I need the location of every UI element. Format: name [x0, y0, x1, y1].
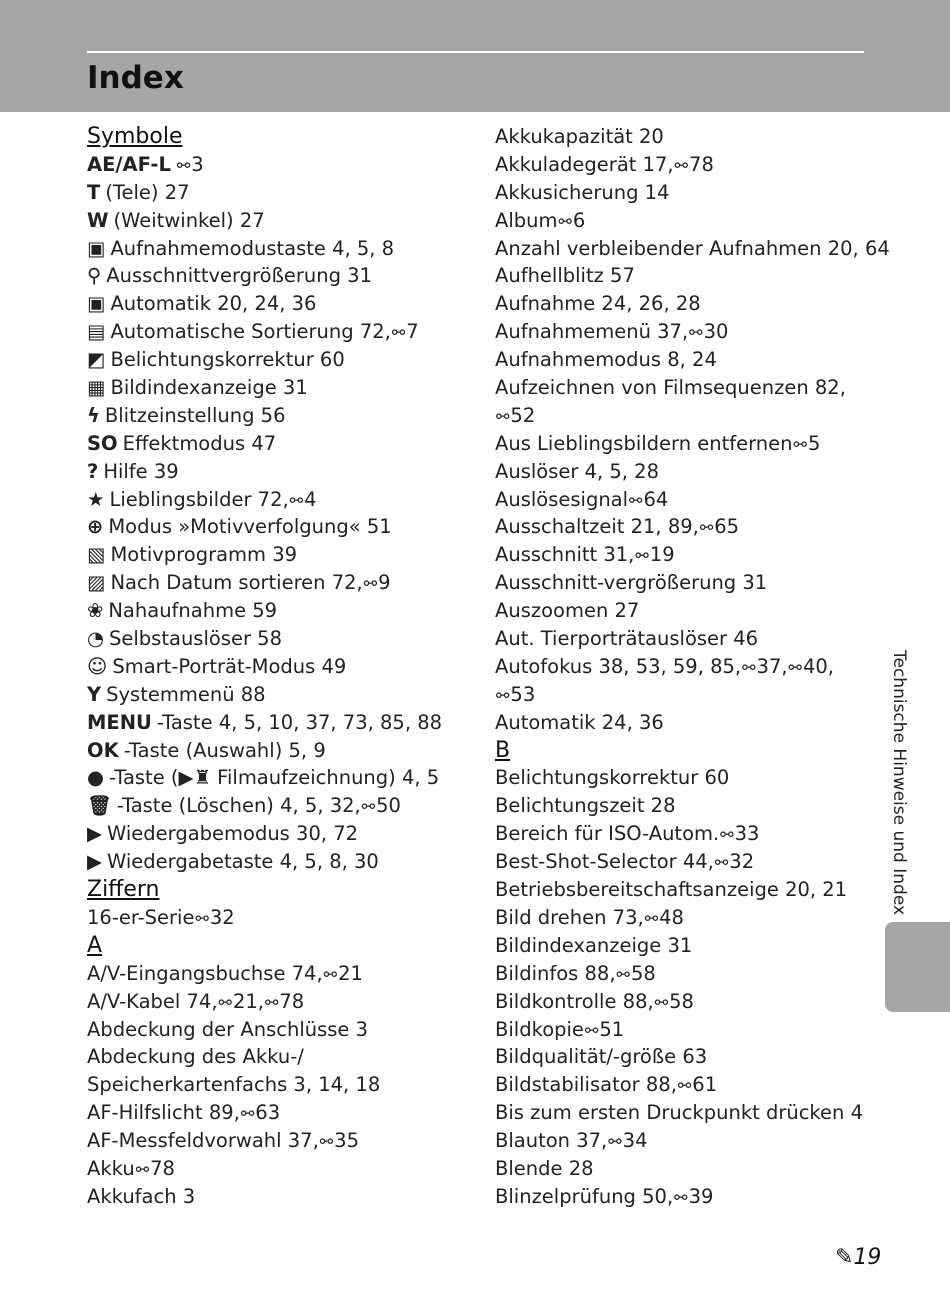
reference-icon: ⚯: [289, 490, 304, 510]
entry-text: -Taste (Auswahl) 5, 9: [123, 738, 326, 762]
index-entry: [495, 1016, 875, 1044]
entry-text: Akkukapazität 20: [495, 125, 664, 148]
entry-text: Anzahl verbleibender Aufnahmen 20, 64: [495, 236, 890, 260]
reference-page: 65: [714, 515, 740, 539]
reference-icon: ⚯: [176, 155, 191, 175]
entry-text: A/V-Eingangsbuchse 74,: [87, 961, 323, 985]
reference-icon: ⚯: [788, 657, 802, 677]
reference-page: 32: [729, 850, 755, 874]
entry-text: Lieblingsbilder 72,: [109, 487, 289, 511]
index-entry: [495, 402, 875, 430]
entry-text: -Taste 4, 5, 10, 37, 73, 85, 88: [156, 710, 443, 734]
index-entry: [87, 653, 467, 681]
page-title: Index: [87, 60, 184, 96]
entry-text: Automatische Sortierung 72,: [110, 320, 391, 344]
mode-icon: ▣: [87, 292, 106, 316]
entry-text: Belichtungskorrektur 60: [495, 766, 730, 790]
entry-text: Motivprogramm 39: [110, 543, 298, 567]
index-entry: [495, 486, 875, 514]
entry-text: Auslöser 4, 5, 28: [495, 459, 659, 483]
entry-text: Album: [495, 208, 558, 232]
entry-text: Modus »Motivverfolgung« 51: [108, 515, 392, 539]
index-entry: [495, 235, 890, 263]
entry-text: Bildkopie: [495, 1017, 584, 1041]
index-entry: [87, 290, 467, 318]
mode-icon: 🗑: [87, 794, 112, 818]
index-entry: [87, 960, 467, 988]
entry-text: Aufhellblitz 57: [495, 264, 635, 288]
entry-text: Bildstabilisator 88,: [495, 1073, 677, 1097]
reference-page: 58: [630, 961, 656, 985]
index-entry: [495, 346, 875, 374]
index-entry: [87, 513, 467, 541]
page-number: [835, 1245, 881, 1270]
index-section-heading: B: [495, 737, 511, 763]
mode-icon: OK: [87, 738, 119, 762]
mode-icon: T: [87, 180, 101, 204]
reference-icon: ⚯: [674, 1187, 688, 1207]
index-entry: [87, 625, 467, 653]
mode-icon: ◔: [87, 627, 105, 651]
reference-icon: ⚯: [240, 1104, 255, 1124]
reference-page: 53: [510, 682, 536, 706]
index-entry: [87, 597, 467, 625]
entry-text: Auslösesignal: [495, 487, 629, 511]
entry-text: Belichtungskorrektur 60: [110, 348, 345, 372]
entry-text: Bildindexanzeige 31: [495, 933, 693, 957]
reference-page: 78: [279, 989, 305, 1013]
index-entry: [87, 709, 467, 737]
entry-text: (Tele) 27: [105, 180, 190, 204]
reference-icon: ⚯: [699, 518, 714, 538]
index-entry: [87, 764, 467, 792]
entry-text: Ausschnittvergrößerung 31: [106, 264, 372, 288]
index-entry: [87, 848, 467, 876]
index-entry: [495, 653, 875, 681]
index-section-heading: A: [87, 932, 103, 958]
reference-icon: ⚯: [616, 964, 630, 984]
wrench-icon: ✎: [835, 1245, 854, 1270]
reference-icon: ⚯: [361, 797, 376, 817]
entry-text: Akkusicherung 14: [495, 180, 670, 204]
entry-text: -Taste (▶♜ Filmaufzeichnung) 4, 5: [109, 766, 440, 790]
reference-icon: ⚯: [654, 992, 669, 1012]
mode-icon: ϟ: [87, 403, 100, 427]
index-entry: [87, 318, 467, 346]
index-entry: [495, 290, 875, 318]
mode-icon: ?: [87, 459, 99, 483]
index-entry: [495, 1043, 875, 1071]
reference-icon: ⚯: [391, 323, 406, 343]
entry-text: Aufzeichnen von Filmsequenzen 82,: [495, 376, 846, 400]
entry-text: Auszoomen 27: [495, 599, 640, 623]
entry-text: Aufnahmemodustaste 4, 5, 8: [110, 236, 395, 260]
index-entry: [495, 1183, 875, 1211]
reference-icon: ⚯: [674, 155, 689, 175]
index-entry: [495, 709, 875, 737]
index-entry: [495, 1155, 875, 1183]
reference-icon: ⚯: [195, 908, 209, 928]
reference-icon: ⚯: [720, 825, 734, 845]
entry-text: Aufnahmemenü 37,: [495, 320, 689, 344]
index-entry: [87, 151, 467, 179]
index-entry: [495, 597, 875, 625]
reference-icon: ⚯: [135, 1159, 150, 1179]
mode-icon: W: [87, 208, 109, 232]
index-entry: [495, 792, 875, 820]
reference-icon: ⚯: [558, 211, 572, 231]
index-entry: [495, 960, 875, 988]
entry-text: Automatik 20, 24, 36: [110, 292, 317, 316]
entry-text: Bis zum ersten Druckpunkt drücken 4: [495, 1101, 863, 1125]
index-section-heading: Ziffern: [87, 877, 160, 903]
entry-text: Speicherkartenfachs 3, 14, 18: [87, 1073, 381, 1097]
reference-page: 63: [255, 1101, 281, 1125]
reference-icon: ⚯: [635, 546, 649, 566]
index-entry: [87, 207, 467, 235]
mode-icon: AE/AF-L: [87, 152, 171, 176]
entry-text: Selbstauslöser 58: [109, 627, 282, 651]
entry-text: Wiedergabemodus 30, 72: [107, 822, 359, 846]
entry-text: AF-Messfeldvorwahl 37,: [87, 1129, 319, 1153]
entry-text: Abdeckung der Anschlüsse 3: [87, 1017, 369, 1041]
index-entry: [87, 430, 467, 458]
index-entry: [495, 932, 875, 960]
index-section-heading: Symbole: [87, 124, 183, 149]
reference-page: 78: [689, 152, 714, 176]
reference-icon: ⚯: [323, 964, 338, 984]
index-column-right: [495, 123, 890, 1211]
index-entry: [495, 764, 875, 792]
index-entry: [87, 681, 467, 709]
index-entry: [495, 262, 875, 290]
entry-text: Systemmenü 88: [106, 682, 266, 706]
reference-page: 37,: [756, 654, 788, 678]
entry-text: Akkuladegerät 17,: [495, 152, 674, 176]
entry-text: Ausschnitt-vergrößerung 31: [495, 571, 768, 595]
page-header: [0, 0, 950, 112]
reference-icon: ⚯: [677, 1076, 692, 1096]
entry-text: Akkufach 3: [87, 1184, 196, 1208]
reference-page: 21,: [232, 989, 264, 1013]
index-entry: [495, 876, 875, 904]
index-entry: [87, 541, 467, 569]
index-entry: [87, 458, 467, 486]
mode-icon: ▧: [87, 543, 106, 567]
reference-page: 61: [692, 1073, 718, 1097]
mode-icon: ★: [87, 487, 105, 511]
reference-page: 51: [599, 1017, 625, 1041]
entry-text: Hilfe 39: [103, 459, 179, 483]
index-entry: [87, 486, 467, 514]
index-entry: [495, 820, 875, 848]
entry-text: Akku: [87, 1156, 135, 1180]
entry-text: Ausschnitt 31,: [495, 543, 635, 567]
index-column-left: [87, 123, 467, 1211]
index-entry: [87, 820, 467, 848]
entry-text: -Taste (Löschen) 4, 5, 32,: [116, 794, 361, 818]
mode-icon: ▣: [87, 236, 106, 260]
reference-page: 6: [572, 208, 586, 232]
reference-icon: ⚯: [793, 434, 807, 454]
index-entry: [495, 179, 875, 207]
reference-page: 4: [304, 487, 317, 511]
reference-page: 7: [406, 320, 419, 344]
index-entry: [495, 625, 875, 653]
reference-page: 48: [659, 905, 684, 929]
entry-text: Ausschaltzeit 21, 89,: [495, 515, 699, 539]
index-entry: [87, 737, 467, 765]
reference-icon: ⚯: [644, 908, 659, 928]
index-entry: [495, 151, 875, 179]
reference-page: 50: [376, 794, 401, 818]
index-entry: [495, 207, 875, 235]
index-entry: [495, 318, 875, 346]
mode-icon: ◩: [87, 348, 106, 372]
index-entry: [495, 1099, 875, 1127]
index-entry: [87, 1071, 467, 1099]
reference-page: 3: [191, 152, 204, 176]
reference-page: 58: [669, 989, 694, 1013]
entry-text: Best-Shot-Selector 44,: [495, 850, 714, 874]
mode-icon: ⚲: [87, 264, 102, 288]
entry-text: Blende 28: [495, 1156, 594, 1180]
entry-text: 16-er-Serie: [87, 905, 195, 929]
index-entry: [495, 513, 875, 541]
reference-icon: ⚯: [608, 1132, 622, 1152]
entry-text: Blitzeinstellung 56: [104, 403, 286, 427]
entry-text: Autofokus 38, 53, 59, 85,: [495, 654, 742, 678]
index-entry: [87, 1099, 467, 1127]
mode-icon: ▨: [87, 571, 106, 595]
reference-page: 32: [209, 905, 235, 929]
entry-text: A/V-Kabel 74,: [87, 989, 218, 1013]
reference-icon: ⚯: [584, 1020, 599, 1040]
entry-text: Bereich für ISO-Autom.: [495, 822, 720, 846]
entry-text: Automatik 24, 36: [495, 710, 664, 734]
index-entry: [87, 402, 467, 430]
mode-icon: ❀: [87, 599, 104, 623]
mode-icon: ▶: [87, 822, 102, 846]
reference-page: 40,: [802, 654, 834, 678]
header-rule: [87, 51, 864, 53]
entry-text: Belichtungszeit 28: [495, 794, 676, 818]
index-entry: [495, 904, 875, 932]
index-entry: [495, 988, 875, 1016]
reference-icon: ⚯: [363, 574, 378, 594]
mode-icon: ⊕: [87, 515, 104, 539]
mode-icon: MENU: [87, 710, 152, 734]
index-entry: [87, 374, 467, 402]
reference-page: 52: [510, 403, 536, 427]
entry-text: Bildindexanzeige 31: [110, 376, 308, 400]
entry-text: Abdeckung des Akku-/: [87, 1045, 304, 1069]
reference-icon: ⚯: [319, 1132, 334, 1152]
entry-text: Blauton 37,: [495, 1129, 608, 1153]
index-entry: [87, 1183, 467, 1211]
index-entry: [87, 1155, 467, 1183]
entry-text: Betriebsbereitschaftsanzeige 20, 21: [495, 878, 848, 902]
index-entry: [87, 346, 467, 374]
mode-icon: ▤: [87, 320, 106, 344]
mode-icon: SO: [87, 431, 118, 455]
index-entry: [87, 262, 467, 290]
index-entry: [495, 430, 875, 458]
index-entry: [87, 1127, 467, 1155]
reference-page: 35: [334, 1129, 359, 1153]
index-entry: [495, 1127, 875, 1155]
entry-text: Nach Datum sortieren 72,: [110, 571, 363, 595]
reference-page: 34: [622, 1129, 648, 1153]
index-entry: [495, 541, 875, 569]
mode-icon: ▦: [87, 376, 106, 400]
reference-page: 19: [649, 543, 675, 567]
index-entry: [87, 179, 467, 207]
reference-icon: ⚯: [264, 992, 279, 1012]
index-entry: [495, 374, 875, 402]
index-entry: [495, 123, 875, 151]
entry-text: Aufnahmemodus 8, 24: [495, 348, 717, 372]
chapter-tab: [885, 922, 950, 1012]
reference-page: 78: [150, 1156, 175, 1180]
mode-icon: Y: [87, 682, 102, 706]
page-number-text: 19: [853, 1245, 882, 1270]
index-entry: [87, 792, 467, 820]
index-entry: [87, 988, 467, 1016]
reference-page: 30: [703, 320, 729, 344]
mode-icon: ☺: [87, 654, 108, 678]
index-entry: [495, 1071, 875, 1099]
reference-icon: ⚯: [742, 657, 756, 677]
entry-text: Smart-Porträt-Modus 49: [112, 654, 347, 678]
reference-icon: ⚯: [629, 490, 643, 510]
index-entry: [87, 904, 467, 932]
index-entry: [495, 458, 875, 486]
reference-page: 39: [688, 1184, 714, 1208]
entry-text: (Weitwinkel) 27: [113, 208, 265, 232]
reference-page: 9: [378, 571, 391, 595]
chapter-side-label: Technische Hinweise und Index: [889, 650, 909, 916]
index-entry: [87, 569, 467, 597]
index-entry: [495, 569, 875, 597]
entry-text: Bildinfos 88,: [495, 961, 616, 985]
entry-text: Bildkontrolle 88,: [495, 989, 654, 1013]
entry-text: AF-Hilfslicht 89,: [87, 1101, 240, 1125]
index-entry: [87, 235, 467, 263]
entry-text: Wiedergabetaste 4, 5, 8, 30: [107, 850, 379, 874]
mode-icon: ●: [87, 766, 105, 790]
reference-icon: ⚯: [714, 853, 729, 873]
reference-page: 64: [643, 487, 669, 511]
reference-icon: ⚯: [689, 323, 703, 343]
reference-page: 5: [807, 431, 821, 455]
entry-text: Effektmodus 47: [122, 431, 277, 455]
mode-icon: ▶: [87, 850, 102, 874]
entry-text: Aut. Tierporträtauslöser 46: [495, 627, 759, 651]
reference-icon: ⚯: [496, 685, 510, 705]
entry-text: Aus Lieblingsbildern entfernen: [495, 431, 793, 455]
index-entry: [495, 681, 875, 709]
index-entry: [87, 1043, 467, 1071]
index-entry: [495, 848, 875, 876]
entry-text: Bildqualität/-größe 63: [495, 1045, 708, 1069]
index-entry: [87, 1016, 467, 1044]
reference-page: 33: [734, 822, 760, 846]
entry-text: Aufnahme 24, 26, 28: [495, 292, 701, 316]
reference-page: 21: [338, 961, 363, 985]
entry-text: Blinzelprüfung 50,: [495, 1184, 674, 1208]
reference-icon: ⚯: [218, 992, 232, 1012]
entry-text: Bild drehen 73,: [495, 905, 644, 929]
reference-icon: ⚯: [496, 406, 510, 426]
entry-text: Nahaufnahme 59: [108, 599, 278, 623]
